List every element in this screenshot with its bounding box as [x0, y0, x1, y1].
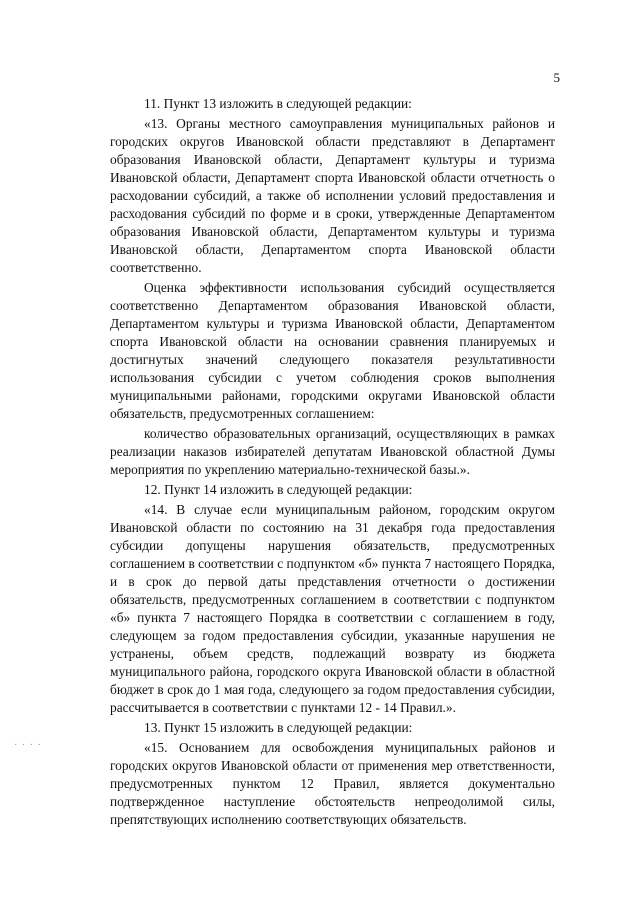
paragraph-item-14-text: «14. В случае если муниципальным районом, городским округом Ивановской области по состоянию на 31 декабря года предоставления субсидии допущены нарушения обязательств, предусмотренных соглашением в соответствии с подпунктом «б» пункта 7 настоящего Порядка, и в срок до первой даты представления отчетности о достижении обязательств, предусмотренных соглашением в соответствии с подпунктом «б» пункта 7 настоящего Порядка в соответствии с соглашением в году, следующем за годом предоставления субсидии, указанные нарушения не устранены, объем средств, подлежащий возврату из бюджета муниципального района, городского округа Ивановской области в областной бюджет в срок до 1 мая года, следующего за годом предоставления субсидии, рассчитывается в соответствии с пунктами 12 - 14 Правил.».	[110, 502, 555, 715]
page-number: 5	[553, 70, 560, 85]
document-body	[110, 95, 555, 831]
paragraph-efficiency-assessment: Оценка эффективности использования субсидий осуществляется соответственно Департаментом образования Ивановской области, Департаментом культуры и туризма Ивановской области, Департаментом спорта Ивановской области на основании сравнения планируемых и достигнутых значений следующего показателя результативности использования субсидии с учетом соблюдения сроков выполнения муниципальными районами, городскими округами Ивановской области обязательств, предусмотренных соглашением:	[110, 280, 555, 421]
paragraph-item-13-text: «13. Органы местного самоуправления муниципальных районов и городских округов Ивановской области представляют в Департамент образования Ивановской области, Департамент культуры и туризма Ивановской области, Департамент спорта Ивановской области отчетность о расходовании субсидий, а также об исполнении условий предоставления и расходования субсидий по форме и в сроки, утвержденные Департаментом образования Ивановской области, Департаментом культуры и туризма Ивановской области, Департаментом спорта Ивановской области соответственно.	[110, 116, 555, 275]
paragraph-item-12-heading: 12. Пункт 14 изложить в следующей редакции:	[144, 482, 413, 497]
paragraph-item-11-heading: 11. Пункт 13 изложить в следующей редакции:	[144, 96, 412, 111]
paragraph-item-15-text: «15. Основанием для освобождения муниципальных районов и городских округов Ивановской области от применения мер ответственности, предусмотренных пунктом 12 Правил, является документально подтвержденное наступление обстоятельств непреодолимой силы, препятствующих исполнению соответствующих обязательств.	[110, 740, 555, 827]
paragraph-item-13b-heading: 13. Пункт 15 изложить в следующей редакции:	[144, 720, 413, 735]
paragraph-indicator: количество образовательных организаций, осуществляющих в рамках реализации наказов избирателей депутатам Ивановской областной Думы мероприятия по укреплению материально-технической базы.».	[110, 426, 555, 477]
margin-scan-mark: · · · ·	[14, 740, 42, 751]
